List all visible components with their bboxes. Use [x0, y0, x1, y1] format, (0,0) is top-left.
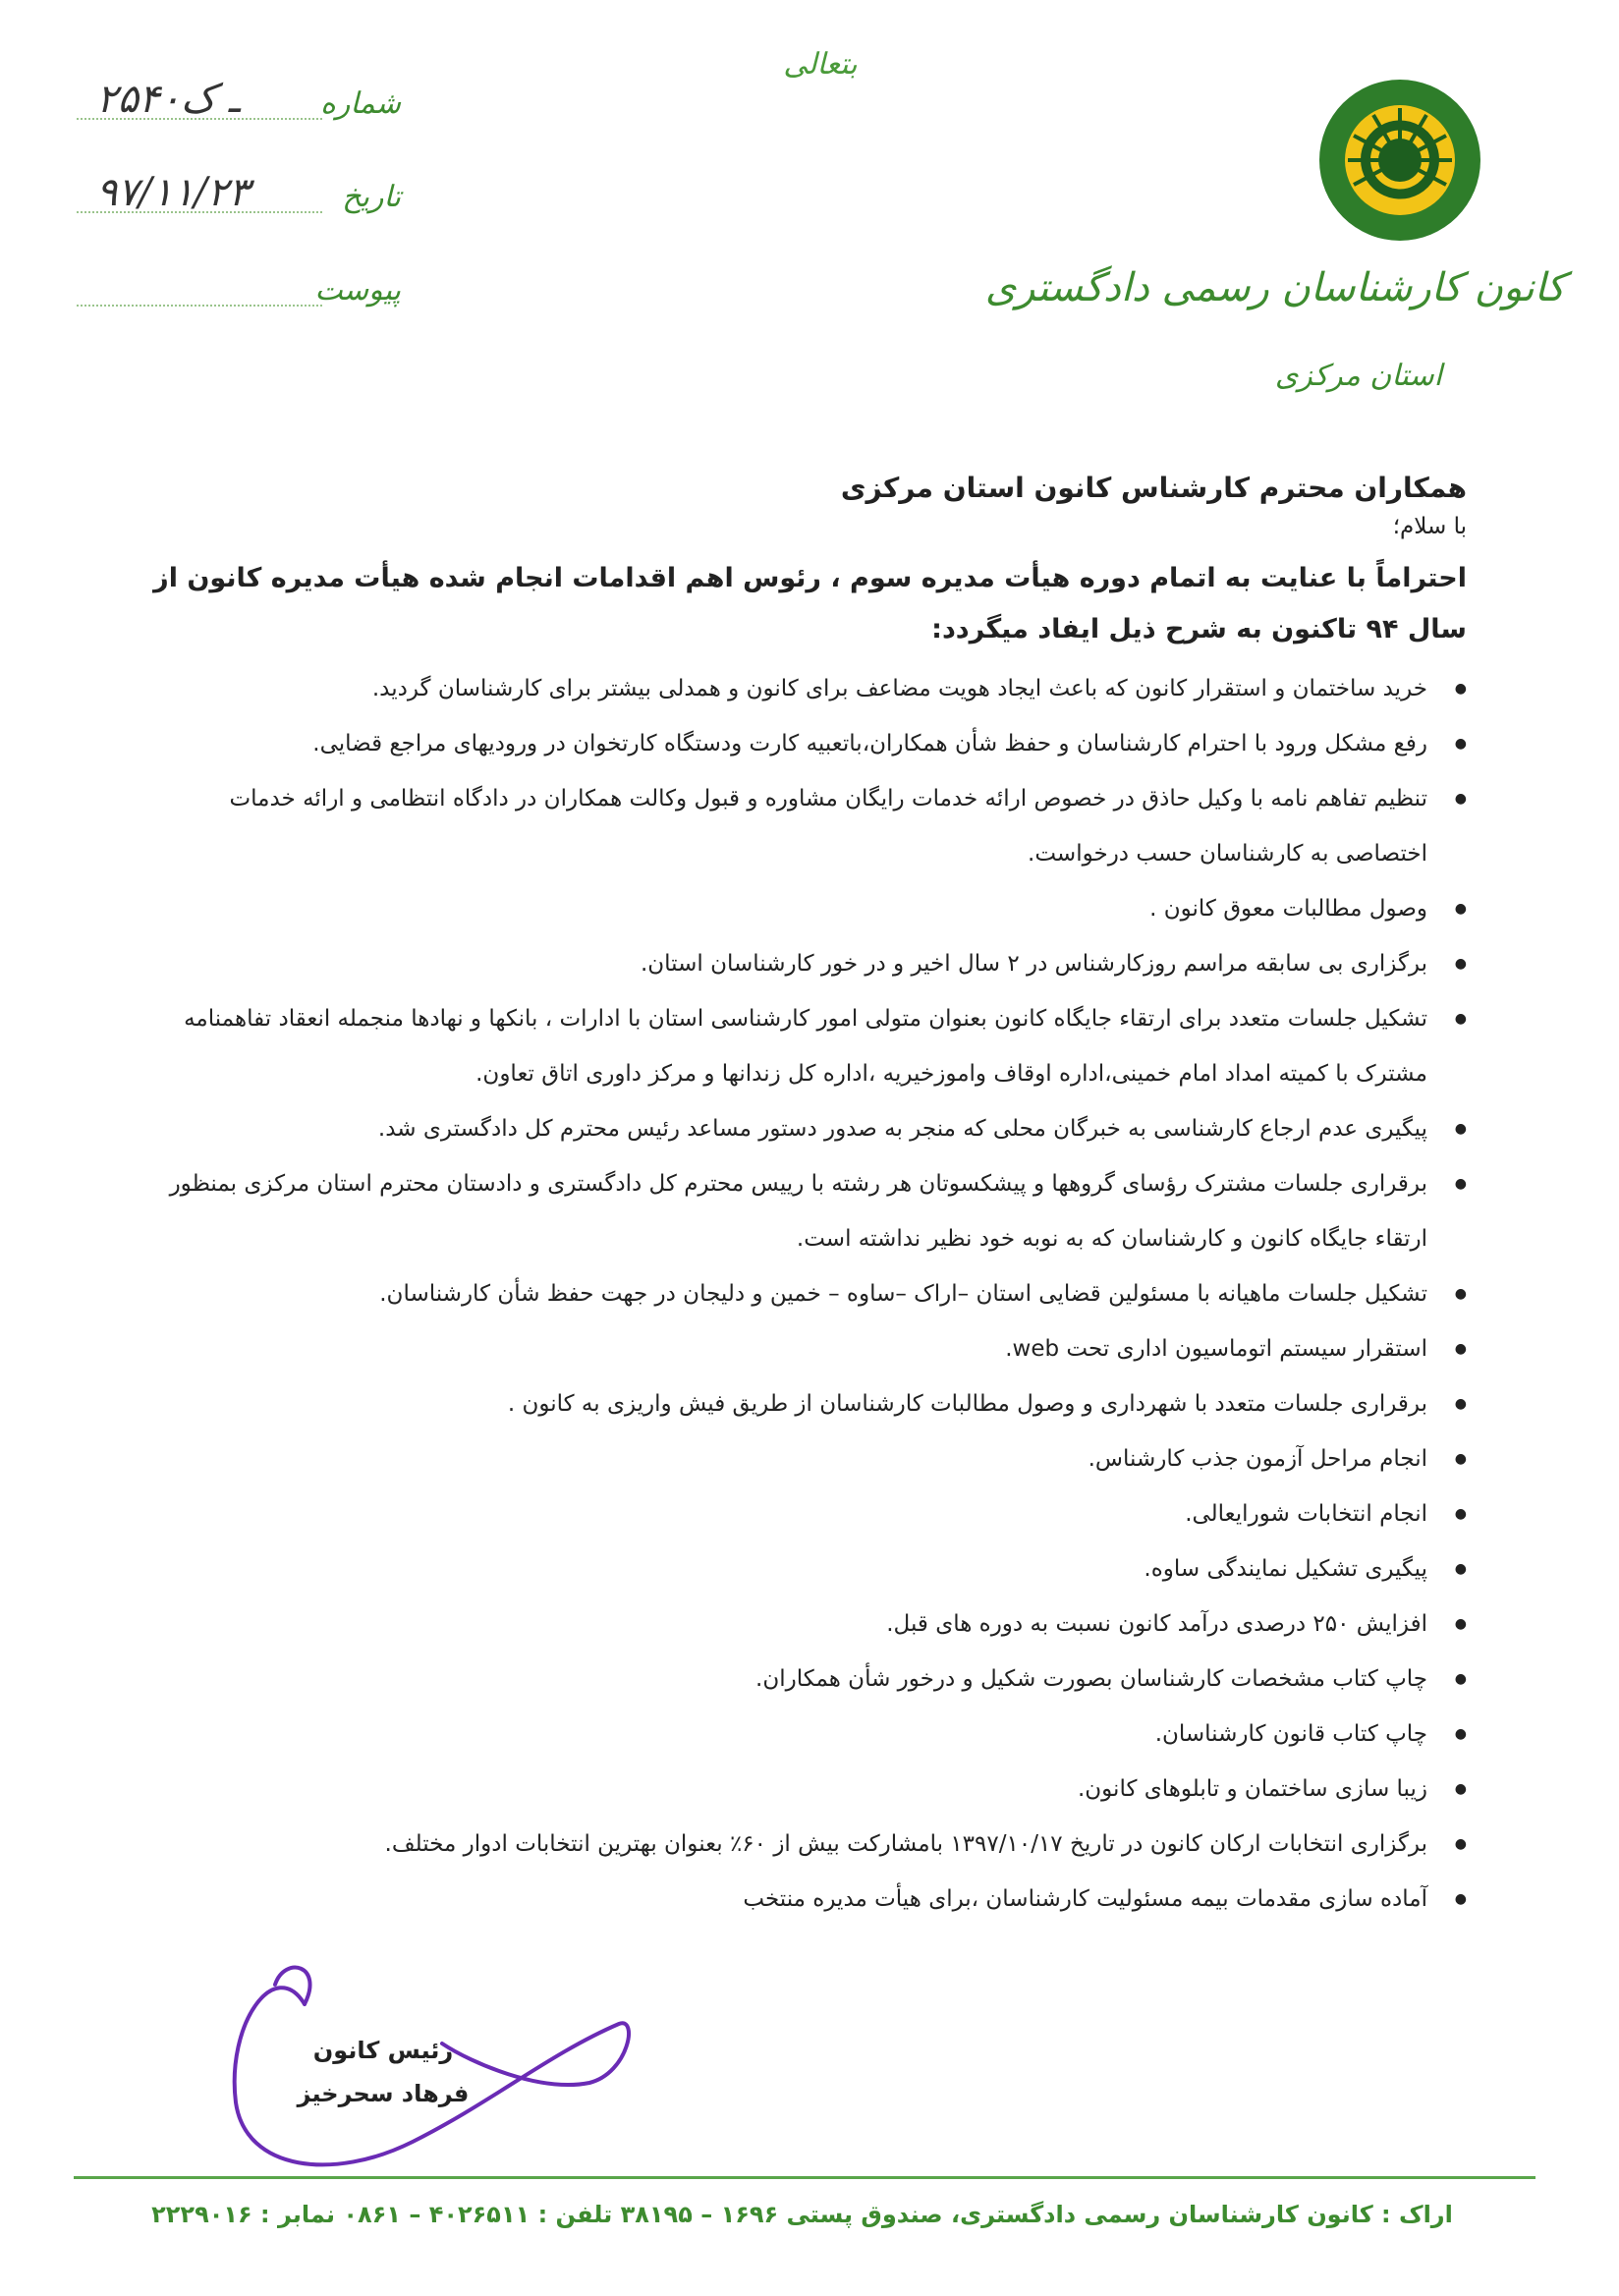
letter-greeting: با سلام؛ — [1392, 514, 1467, 539]
organization-name: کانون کارشناسان رسمی دادگستری — [984, 265, 1565, 310]
letter-addressee: همکاران محترم کارشناس کانون استان مرکزی — [840, 472, 1467, 504]
list-item: ● افزایش ۲۵۰ درصدی درآمد کانون نسبت به دوره های قبل. — [152, 1596, 1467, 1652]
list-item: ● تشکیل جلسات متعدد برای ارتقاء جایگاه کانون بعنوان متولی امور کارشناسی استان با ادارات ، بانکها و نهادها منجمله انعقاد تفاهمنامه مشترک با کمیته امداد امام خمینی،اداره اوقاف واموزخیریه ،اداره کل زندانها و مرکز داوری اتاق تعاون. — [152, 991, 1467, 1101]
letter-date-label: تاریخ — [342, 180, 401, 214]
signer-name: فرهاد سحرخیز — [297, 2080, 470, 2107]
list-item: ● انجام مراحل آزمون جذب کارشناس. — [152, 1431, 1467, 1486]
letter-body — [152, 472, 1467, 1927]
list-item: ● تنظیم تفاهم نامه با وکیل حاذق در خصوص ارائه خدمات رایگان مشاوره و قبول وکالت همکاران در دادگاه انتظامی و ارائه خدمات اختصاصی به کارشناسان حسب درخواست. — [152, 771, 1467, 881]
list-item: ● پیگیری تشکیل نمایندگی ساوه. — [152, 1541, 1467, 1596]
attachment-label: پیوست — [314, 273, 401, 308]
organization-logo — [1316, 77, 1483, 244]
signature-block — [285, 2029, 481, 2115]
list-item: ● انجام انتخابات شورایعالی. — [152, 1486, 1467, 1541]
logo-center — [1378, 139, 1422, 182]
dotted-line — [77, 305, 322, 307]
list-item: ● برقراری جلسات متعدد با شهرداری و وصول مطالبات کارشناسان از طریق فیش واریزی به کانون . — [152, 1376, 1467, 1431]
letter-intro: احتراماً با عنایت به اتمام دوره هیأت مدیره سوم ، رئوس اهم اقدامات انجام شده هیأت مدیره کانون از سال ۹۴ تاکنون به شرح ذیل ایفاد میگردد: — [153, 563, 1467, 644]
list-item: ● چاپ کتاب قانون کارشناسان. — [152, 1707, 1467, 1762]
list-item: ● استقرار سیستم اتوماسیون اداری تحت web. — [152, 1321, 1467, 1376]
list-item: ● خرید ساختمان و استقرار کانون که باعث ایجاد هویت مضاعف برای کانون و همدلی بیشتر برای کارشناسان گردید. — [152, 661, 1467, 716]
list-item: ● برگزاری بی سابقه مراسم روزکارشناس در ۲ سال اخیر و در خور کارشناسان استان. — [152, 936, 1467, 991]
letter-number-label: شماره — [320, 86, 401, 121]
list-item: ● برقراری جلسات مشترک رؤسای گروهها و پیشکسوتان هر رشته با رییس محترم کل دادگستری و دادستان محترم استان مرکزی بمنظور ارتقاء جایگاه کانون و کارشناسان که به نوبه خود نظیر نداشته است. — [152, 1156, 1467, 1266]
list-item: ● تشکیل جلسات ماهیانه با مسئولین قضایی استان –اراک –ساوه – خمین و دلیجان در جهت حفظ شأن کارشناسان. — [152, 1266, 1467, 1321]
letter-number-value: ۲۵۴۰ـ ک — [96, 77, 241, 122]
signer-title: رئیس کانون — [312, 2037, 454, 2064]
organization-branch: استان مرکزی — [1274, 359, 1442, 393]
list-item: ● برگزاری انتخابات ارکان کانون در تاریخ ۱۳۹۷/۱۰/۱۷ بامشارکت بیش از ۶۰٪ بعنوان بهترین انتخابات ادوار مختلف. — [152, 1817, 1467, 1872]
letter-date-value: ۹۷/۱۱/۲۳ — [96, 170, 250, 215]
letter-number-field — [77, 77, 401, 126]
footer-divider — [74, 2176, 1535, 2179]
achievements-list — [152, 661, 1467, 1927]
letter-date-field — [77, 170, 401, 219]
list-item: ● چاپ کتاب مشخصات کارشناسان بصورت شکیل و درخور شأن همکاران. — [152, 1652, 1467, 1707]
list-item: ● رفع مشکل ورود با احترام کارشناسان و حفظ شأن همکاران،باتعبیه کارت ودستگاه کارتخوان در ورودیهای مراجع قضایی. — [152, 716, 1467, 771]
bismillah-heading: بتعالی — [783, 47, 858, 82]
list-item: ● آماده سازی مقدمات بیمه مسئولیت کارشناسان ،برای هیأت مدیره منتخب — [152, 1872, 1467, 1927]
list-item: ● پیگیری عدم ارجاع کارشناسی به خبرگان محلی که منجر به صدور دستور مساعد رئیس محترم کل دادگستری شد. — [152, 1101, 1467, 1156]
list-item: ● زیبا سازی ساختمان و تابلوهای کانون. — [152, 1762, 1467, 1817]
footer-address: اراک : کانون کارشناسان رسمی دادگستری، صندوق پستی ۱۶۹۶ – ۳۸۱۹۵ تلفن : ۴۰۲۶۵۱۱ – ۰۸۶۱ نمابر : ۲۲۲۹۰۱۶ — [151, 2201, 1453, 2228]
attachment-field — [77, 273, 401, 312]
list-item: ● وصول مطالبات معوق کانون . — [152, 881, 1467, 936]
